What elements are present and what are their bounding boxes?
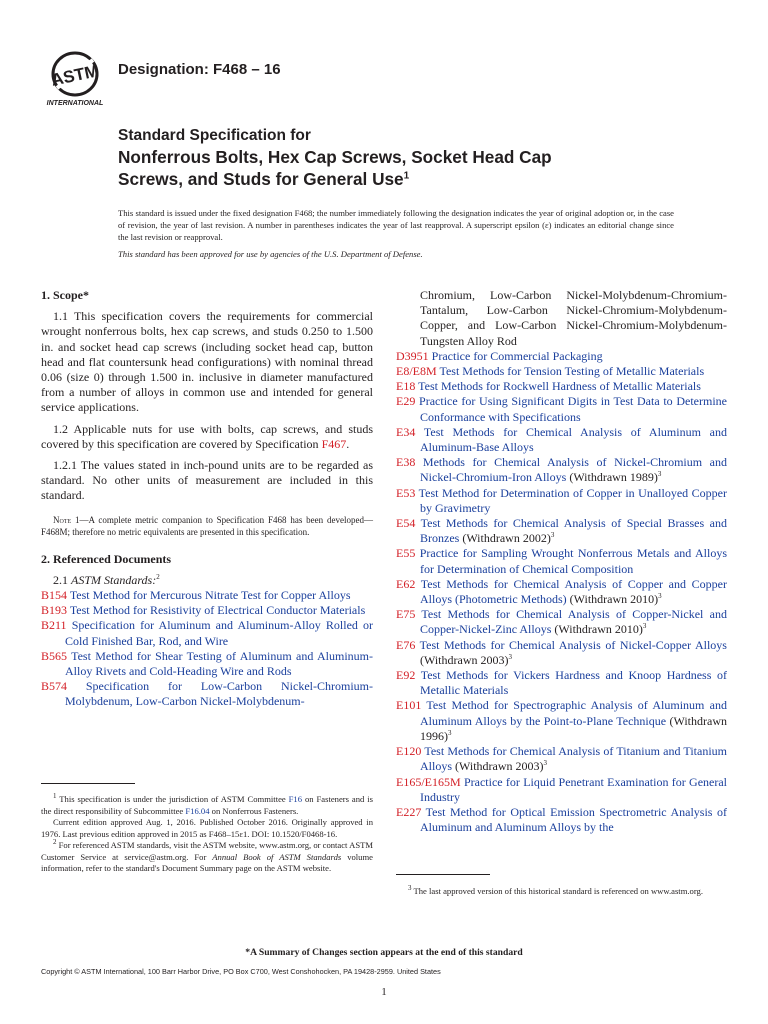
link-f16-04[interactable]: F16.04 (185, 805, 210, 816)
scope-para-1-2-end: . (346, 436, 350, 451)
reference-item (41, 603, 373, 618)
reference-code-link[interactable]: E29 (396, 394, 416, 409)
reference-code-link[interactable]: B193 (41, 603, 68, 618)
reference-item (396, 805, 727, 835)
reference-title-link[interactable]: Test Methods for Chemical Analysis of Titanium and Titanium Alloys (420, 744, 727, 774)
footnote-1-b: on Fasteners and is the direct responsibility of Subcommittee (41, 794, 373, 816)
footnote-2-b: volume information, refer to the standard's Document Summary page on the ASTM website. (41, 851, 373, 873)
astm-logo (45, 48, 111, 108)
reference-item (396, 455, 727, 485)
reference-title-link[interactable]: Test Method for Optical Emission Spectrometric Analysis of Aluminum and Aluminum Alloys by the (420, 804, 727, 835)
reference-item (396, 698, 727, 744)
reference-title-link[interactable]: Specification for Aluminum and Aluminum-Alloy Rolled or Cold Finished Bar, Rod, and Wire (65, 618, 374, 648)
reference-code-link[interactable]: E75 (396, 607, 416, 622)
reference-item (396, 775, 727, 805)
title-footnote-mark: 1 (403, 170, 410, 182)
reference-title-link[interactable]: Test Methods for Rockwell Hardness of Metallic Materials (418, 379, 701, 394)
reference-code-link[interactable]: E227 (396, 804, 422, 819)
reference-item (41, 679, 373, 709)
left-reference-list (41, 588, 373, 710)
b574-continuation: Chromium, Low-Carbon Nickel-Molybdenum-Chromium-Tantalum, Low-Carbon Nickel-Chromium-Molybdenum-Copper, and Low-Carbon Nickel-Chromium-Molybdenum-Tungsten Alloy Rod (420, 288, 727, 348)
reference-code-link[interactable]: E55 (396, 546, 416, 561)
reference-title-link[interactable]: Practice for Sampling Wrought Nonferrous Metals and Alloys for Determination of Chemical Composition (419, 546, 728, 576)
astm-logo-subtext: INTERNATIONAL (46, 100, 104, 107)
reference-item (41, 618, 373, 648)
footnote-2-italic: Annual Book of ASTM Standards (212, 851, 342, 862)
footnote-marker: 3 (550, 531, 555, 540)
title-line-2-text: Screws, and Studs for General Use (118, 169, 404, 189)
scope-para-1-2 (41, 422, 373, 452)
reference-code-link[interactable]: E165/E165M (396, 774, 461, 789)
reference-title-link[interactable]: Test Methods for Chemical Analysis of Aluminum and Aluminum-Base Alloys (420, 424, 727, 455)
footnote-2-a: For referenced ASTM standards, visit the ASTM website, www.astm.org, or contact ASTM Customer Service at service@astm.org. For (41, 840, 373, 862)
withdrawn-note: (Withdrawn 2010) (566, 592, 659, 607)
reference-code-link[interactable]: E54 (396, 516, 416, 531)
reference-title-link[interactable]: Methods for Chemical Analysis of Nickel-Chromium and Nickel-Chromium-Iron Alloys (420, 455, 727, 485)
withdrawn-note: (Withdrawn 2002) (459, 531, 551, 546)
left-column (41, 288, 373, 710)
reference-title-link[interactable]: Test Method for Spectrographic Analysis of Aluminum and Aluminum Alloys by the Point-to-Plane Technique (420, 698, 727, 728)
withdrawn-note: (Withdrawn 2003) (452, 759, 544, 774)
reference-title-link[interactable]: Practice for Liquid Penetrant Examination for General Industry (420, 774, 728, 804)
reference-code-link[interactable]: E8/E8M (396, 364, 437, 379)
reference-code-link[interactable]: E92 (396, 668, 416, 683)
title-line-2 (118, 168, 678, 190)
summary-of-changes-note: *A Summary of Changes section appears at the end of this standard (245, 947, 523, 958)
reference-code-link[interactable]: B574 (41, 679, 68, 694)
right-footnote-rule (396, 874, 490, 875)
title-line-1: Nonferrous Bolts, Hex Cap Screws, Socket Head Cap (118, 147, 552, 167)
reference-item (396, 394, 727, 424)
note-1-label: Note 1 (53, 514, 80, 525)
reference-title-link[interactable]: Practice for Commercial Packaging (431, 348, 603, 363)
dod-approval-statement: This standard has been approved for use by agencies of the U.S. Department of Defense. (118, 249, 423, 259)
astm-standards-sup: 2 (156, 572, 160, 581)
reference-title-link[interactable]: Test Method for Shear Testing of Aluminum and Aluminum-Alloy Rivets and Cold-Heading Wire and Rods (65, 648, 373, 679)
withdrawn-note: (Withdrawn 2003) (420, 652, 509, 667)
reference-title-link[interactable]: Test Methods for Tension Testing of Metallic Materials (439, 364, 705, 379)
scope-para-1-1: 1.1 This specification covers the requirements for commercial wrought nonferrous bolts, hex cap screws, and studs 0.250 to 1.500 in. and socket head cap screws (including socket head cap, button head and flat countersunk head configurations) with nominal thread 0.06 (size 0) through 1.500 in. inclusive in diameter manufactured from a number of alloys in common use and intended for general service applications. (41, 309, 373, 415)
astm-standards-num: 2.1 (53, 572, 68, 587)
left-footnotes (41, 794, 373, 875)
reference-code-link[interactable]: E101 (396, 698, 422, 713)
reference-item (41, 588, 373, 603)
reference-item (41, 649, 373, 679)
reference-title-link[interactable]: Test Methods for Chemical Analysis of Copper and Copper Alloys (Photometric Methods) (420, 576, 727, 607)
page-number: 1 (381, 986, 387, 998)
astm-logo-text: ASTM (49, 61, 101, 90)
reference-item (396, 379, 727, 394)
reference-item (396, 486, 727, 516)
reference-code-link[interactable]: E76 (396, 637, 416, 652)
designation: Designation: F468 – 16 (118, 61, 281, 78)
scope-para-1-2-text: 1.2 Applicable nuts for use with bolts, cap screws, and studs covered by this specification are covered by Specification (41, 421, 373, 451)
scope-heading: 1. Scope* (41, 288, 89, 302)
reference-code-link[interactable]: E18 (396, 379, 416, 394)
refdocs-heading: 2. Referenced Documents (41, 551, 172, 566)
withdrawn-note: (Withdrawn 2010) (551, 622, 643, 637)
reference-code-link[interactable]: B154 (41, 588, 68, 603)
right-column (396, 288, 727, 835)
reference-code-link[interactable]: E53 (396, 485, 416, 500)
reference-title-link[interactable]: Specification for Low-Carbon Nickel-Chromium-Molybdenum, Low-Carbon Nickel-Molybdenum- (65, 679, 373, 709)
reference-code-link[interactable]: E120 (396, 744, 422, 759)
link-f16[interactable]: F16 (288, 794, 303, 804)
reference-code-link[interactable]: B565 (41, 648, 68, 663)
reference-code-link[interactable]: E38 (396, 455, 416, 470)
reference-title-link[interactable]: Test Methods for Chemical Analysis of Copper-Nickel and Copper-Nickel-Zinc Alloys (420, 607, 727, 637)
reference-code-link[interactable]: E34 (396, 424, 416, 439)
link-f467[interactable]: F467 (321, 436, 347, 451)
reference-item (396, 516, 727, 546)
note-1-text: —A complete metric companion to Specification F468 has been developed—F468M; therefore no metric equivalents are presented in this specification. (41, 514, 373, 537)
scope-para-1-2-1: 1.2.1 The values stated in inch-pound units are to be regarded as standard. No other units of measurement are included in this standard. (41, 458, 373, 503)
reference-title-link[interactable]: Test Methods for Vickers Hardness and Knoop Hardness of Metallic Materials (420, 668, 727, 698)
footnote-marker: 3 (543, 759, 548, 768)
reference-item (396, 607, 727, 637)
note-1 (41, 514, 373, 538)
reference-code-link[interactable]: D3951 (396, 348, 429, 363)
withdrawn-note: (Withdrawn 1996) (420, 713, 728, 743)
left-footnote-rule (41, 783, 135, 784)
footnote-marker: 3 (448, 728, 452, 737)
withdrawn-note: (Withdrawn 1989) (566, 470, 658, 485)
footnote-3-text: The last approved version of this historical standard is referenced on www.astm.org. (413, 886, 703, 896)
reference-item (396, 577, 727, 607)
reference-title-link[interactable]: Test Method for Mercurous Nitrate Test for Copper Alloys (69, 588, 351, 603)
reference-item (396, 744, 727, 774)
footnote-marker: 3 (658, 592, 662, 601)
reference-item (396, 668, 727, 698)
astm-standards-label: ASTM Standards: (71, 572, 157, 587)
footnote-3: $^3$ The last approved version of this historical standard is referenced on www.astm.org. (408, 884, 703, 896)
footnote-1-a: This specification is under the jurisdiction of ASTM Committee (59, 794, 289, 804)
reference-item (396, 546, 727, 576)
reference-item (396, 638, 727, 668)
reference-code-link[interactable]: B211 (41, 618, 67, 633)
right-reference-list (396, 349, 727, 836)
title-block (118, 126, 678, 190)
footnote-1-edition: Current edition approved Aug. 1, 2016. Published October 2016. Originally approved in 1976. Last previous edition approved in 2015 as F468–15ε1. DOI: 10.1520/F0468-16. (41, 817, 373, 839)
footnote-marker: 3 (657, 470, 662, 479)
reference-title-link[interactable]: Practice for Using Significant Digits in Test Data to Determine Conformance with Specifications (419, 394, 728, 424)
reference-item (396, 425, 727, 455)
astm-standards-subheading (41, 573, 373, 588)
reference-title-link[interactable]: Test Methods for Chemical Analysis of Special Brasses and Bronzes (420, 516, 727, 546)
reference-title-link[interactable]: Test Method for Determination of Copper in Unalloyed Copper by Gravimetry (418, 485, 727, 515)
footnote-1: $^1$ This specification is under the jurisdiction of ASTM Committee F16 on Fasteners and is the direct responsibility of Subcommittee F16.04 on Nonferrous Fasteners. (41, 792, 373, 816)
reference-code-link[interactable]: E62 (396, 576, 416, 591)
reference-item (396, 349, 727, 364)
footnote-2: $^2$ For referenced ASTM standards, visit the ASTM website, www.astm.org, or contact ASTM Customer Service at service@astm.org. For Annual Book of ASTM Standards volume information, refer to the standard's Document Summary page on the ASTM website. (41, 838, 373, 873)
reference-title-link[interactable]: Test Methods for Chemical Analysis of Nickel-Copper Alloys (419, 637, 727, 652)
footnote-1-c: on Nonferrous Fasteners. (209, 805, 299, 816)
title-prefix: Standard Specification for (118, 127, 311, 144)
copyright-line: Copyright © ASTM International, 100 Barr Harbor Drive, PO Box C700, West Conshohocken, PA 19428-2959. United States (41, 967, 441, 976)
footnote-marker: 3 (642, 622, 647, 631)
footnote-marker: 3 (508, 652, 512, 661)
reference-item (396, 364, 727, 379)
issued-statement: This standard is issued under the fixed designation F468; the number immediately following the designation indicates the year of original adoption or, in the case of revision, the year of last revision. A number in parentheses indicates the year of last reapproval. A superscript epsilon (ε) indicates an editorial change since the last revision or reapproval. (118, 208, 674, 242)
reference-title-link[interactable]: Test Method for Resistivity of Electrical Conductor Materials (69, 603, 366, 618)
